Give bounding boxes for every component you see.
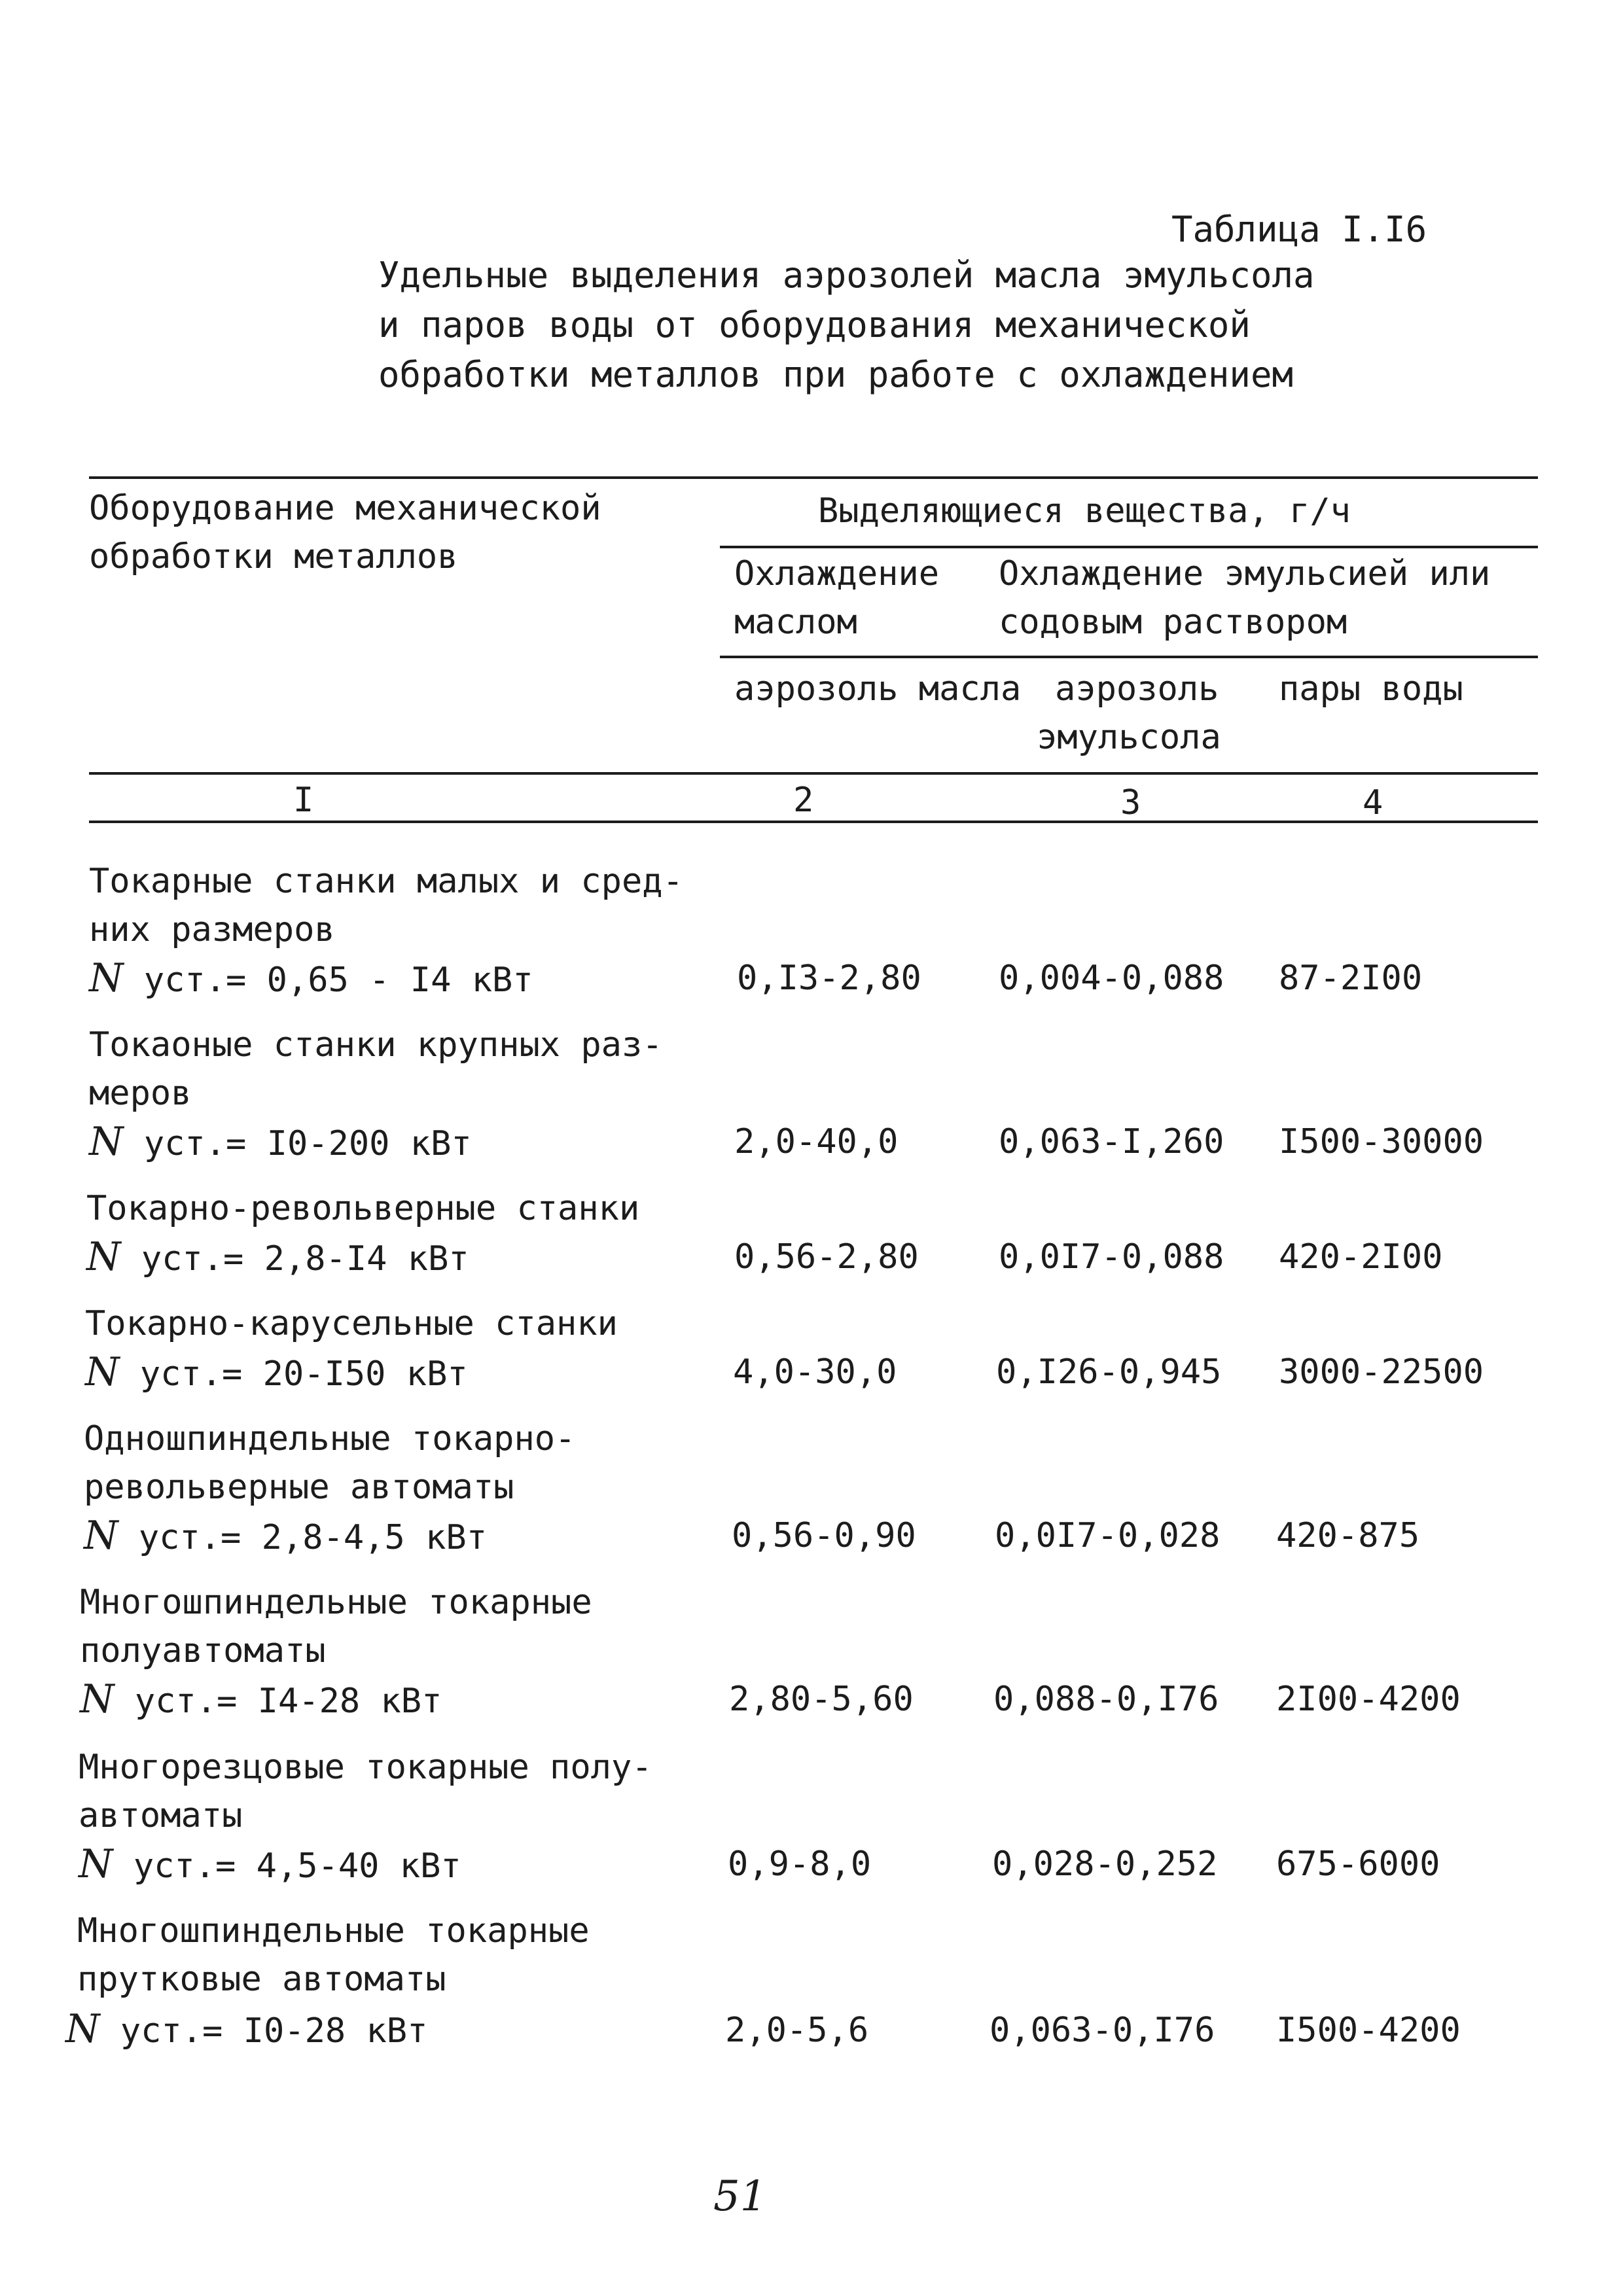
equipment-name-line: автоматы bbox=[79, 1796, 243, 1835]
column-number-4: 4 bbox=[1363, 783, 1383, 822]
power-symbol: N bbox=[79, 1841, 113, 1887]
equipment-name-line: Многошпиндельные токарные bbox=[77, 1911, 590, 1951]
table-title-line-3: обработки металлов при работе с охлаждением bbox=[378, 354, 1293, 395]
installed-power bbox=[86, 1233, 469, 1283]
column-number-2: 2 bbox=[793, 781, 814, 820]
emulsol-aerosol-value: 0,004-0,088 bbox=[999, 959, 1224, 998]
header-emulsol-aerosol-line-1: аэрозоль bbox=[1055, 669, 1219, 709]
header-emulsol-aerosol-line-2: эмульсола bbox=[1037, 718, 1221, 757]
installed-power-value: уст.= 0,65 - I4 кВт bbox=[143, 961, 533, 1000]
installed-power bbox=[89, 1118, 472, 1168]
equipment-name-line: меров bbox=[89, 1074, 192, 1113]
equipment-name-line: Токарно-револьверные станки bbox=[86, 1189, 640, 1228]
emulsol-aerosol-value: 0,063-0,I76 bbox=[990, 2011, 1215, 2050]
header-oil-cooling-line-1: Охлаждение bbox=[734, 554, 940, 593]
column-number-3: 3 bbox=[1120, 783, 1141, 822]
cooling-header-rule bbox=[720, 656, 1538, 658]
oil-aerosol-value: 2,0-40,0 bbox=[734, 1122, 899, 1161]
power-symbol: N bbox=[86, 1234, 121, 1280]
table-top-rule bbox=[89, 476, 1538, 479]
power-symbol: N bbox=[89, 1119, 124, 1165]
equipment-name-line: Токарные станки малых и сред- bbox=[89, 862, 683, 901]
installed-power bbox=[65, 2005, 427, 2055]
equipment-name-line: Многорезцовые токарные полу- bbox=[79, 1748, 652, 1787]
column-number-1: I bbox=[293, 781, 314, 820]
table-title-line-1: Удельные выделения аэрозолей масла эмульсола bbox=[378, 255, 1315, 296]
table-title-line-2: и паров воды от оборудования механической bbox=[378, 304, 1251, 345]
oil-aerosol-value: 0,56-2,80 bbox=[734, 1237, 919, 1277]
equipment-name-line: Многошпиндельные токарные bbox=[80, 1583, 592, 1622]
header-water-vapor: пары воды bbox=[1279, 669, 1463, 709]
header-equipment-line-1: Оборудование механической bbox=[89, 489, 601, 528]
water-vapor-value: I500-30000 bbox=[1279, 1122, 1484, 1161]
header-emulsion-cooling-line-1: Охлаждение эмульсией или bbox=[999, 554, 1491, 593]
power-symbol: N bbox=[84, 1513, 118, 1559]
installed-power-value: уст.= I4-28 кВт bbox=[134, 1682, 442, 1721]
emulsol-aerosol-value: 0,028-0,252 bbox=[992, 1845, 1218, 1884]
installed-power-value: уст.= 4,5-40 кВт bbox=[133, 1846, 461, 1886]
installed-power-value: уст.= 2,8-4,5 кВт bbox=[138, 1518, 488, 1557]
emulsol-aerosol-value: 0,0I7-0,088 bbox=[999, 1237, 1224, 1277]
installed-power-value: уст.= 2,8-I4 кВт bbox=[141, 1239, 469, 1279]
water-vapor-value: 3000-22500 bbox=[1279, 1352, 1484, 1392]
equipment-name-line: револьверные автоматы bbox=[84, 1468, 514, 1507]
installed-power-value: уст.= I0-28 кВт bbox=[120, 2011, 428, 2051]
power-symbol: N bbox=[89, 955, 124, 1001]
header-emulsion-cooling-line-2: содовым раствором bbox=[999, 603, 1347, 642]
emulsol-aerosol-value: 0,088-0,I76 bbox=[993, 1680, 1219, 1719]
power-symbol: N bbox=[85, 1349, 120, 1395]
header-oil-cooling-line-2: маслом bbox=[734, 603, 857, 642]
header-bottom-rule bbox=[89, 772, 1538, 775]
installed-power bbox=[85, 1348, 468, 1398]
equipment-name-line: Токарно-карусельные станки bbox=[85, 1304, 618, 1343]
table-label: Таблица I.I6 bbox=[1171, 209, 1427, 250]
equipment-name-line: них размеров bbox=[89, 910, 335, 949]
header-substances-group: Выделяющиеся вещества, г/ч bbox=[818, 491, 1351, 531]
installed-power-value: уст.= 20-I50 кВт bbox=[139, 1354, 468, 1394]
water-vapor-value: 420-2I00 bbox=[1279, 1237, 1443, 1277]
emulsol-aerosol-value: 0,0I7-0,028 bbox=[995, 1516, 1221, 1555]
water-vapor-value: 675-6000 bbox=[1276, 1845, 1440, 1884]
oil-aerosol-value: 2,0-5,6 bbox=[725, 2011, 869, 2050]
water-vapor-value: 87-2I00 bbox=[1279, 959, 1423, 998]
equipment-name-line: Токаоные станки крупных раз- bbox=[89, 1025, 663, 1065]
oil-aerosol-value: 0,56-0,90 bbox=[732, 1516, 916, 1555]
equipment-name-line: прутковые автоматы bbox=[77, 1960, 446, 1999]
oil-aerosol-value: 0,9-8,0 bbox=[728, 1845, 872, 1884]
installed-power bbox=[89, 954, 533, 1004]
group-header-rule bbox=[720, 546, 1538, 548]
water-vapor-value: I500-4200 bbox=[1276, 2011, 1461, 2050]
equipment-name-line: Одношпиндельные токарно- bbox=[84, 1419, 576, 1458]
header-oil-aerosol: аэрозоль масла bbox=[734, 669, 1022, 709]
installed-power bbox=[79, 1840, 461, 1890]
emulsol-aerosol-value: 0,I26-0,945 bbox=[996, 1352, 1222, 1392]
water-vapor-value: 420-875 bbox=[1276, 1516, 1420, 1555]
emulsol-aerosol-value: 0,063-I,260 bbox=[999, 1122, 1224, 1161]
installed-power-value: уст.= I0-200 кВт bbox=[143, 1124, 472, 1163]
equipment-name-line: полуавтоматы bbox=[80, 1631, 326, 1670]
oil-aerosol-value: 2,80-5,60 bbox=[729, 1680, 914, 1719]
power-symbol: N bbox=[80, 1676, 115, 1722]
oil-aerosol-value: 4,0-30,0 bbox=[733, 1352, 897, 1392]
power-symbol: N bbox=[65, 2006, 100, 2052]
installed-power bbox=[84, 1511, 487, 1562]
installed-power bbox=[80, 1675, 442, 1725]
page-number: 51 bbox=[713, 2172, 767, 2221]
water-vapor-value: 2I00-4200 bbox=[1276, 1680, 1461, 1719]
oil-aerosol-value: 0,I3-2,80 bbox=[737, 959, 921, 998]
header-equipment-line-2: обработки металлов bbox=[89, 537, 458, 576]
